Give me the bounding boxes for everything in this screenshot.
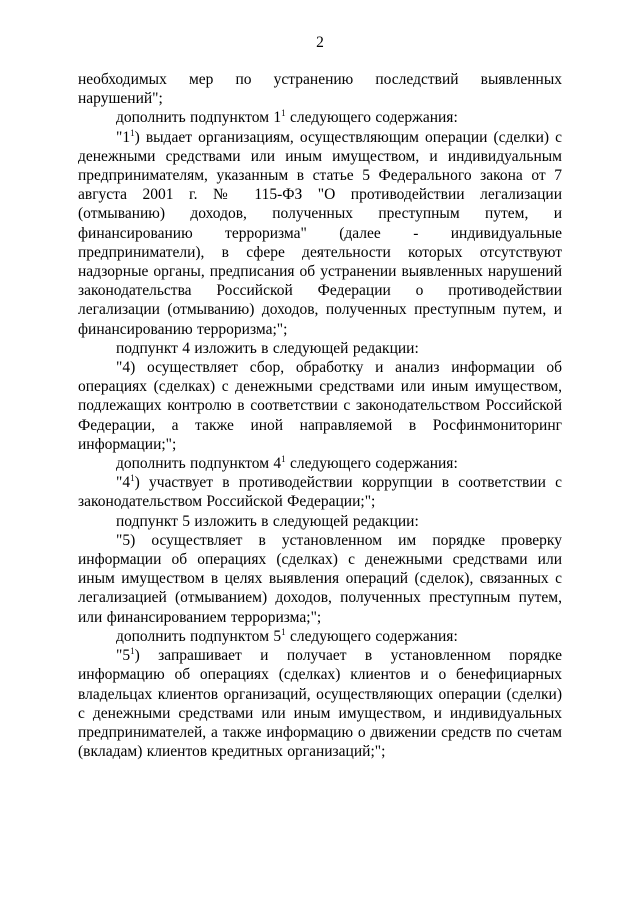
paragraph-text: ) участвует в противодействии коррупции в соответствии с законодательством Российской Федерации;"; [78, 474, 562, 511]
paragraph-subitem-5-text: "5) осуществляет в установленном им порядке проверку информации об операциях (сделках) с денежными средствами или иным имуществом в целях выявления операций (сделок), связанных с легализацией (отмыванием) доходов, полученных преступным путем, или финансированием терроризма;"; [78, 531, 562, 626]
paragraph-text: дополнить подпунктом 1 [116, 109, 282, 127]
document-body [78, 70, 562, 761]
paragraph-text: следующего содержания: [285, 109, 458, 127]
paragraph-amend-subitem-4: подпункт 4 изложить в следующей редакции: [116, 339, 419, 357]
paragraph-subitem-5-1-text [78, 646, 562, 761]
paragraph-subitem-1-1-text [78, 128, 562, 339]
paragraph-subitem-4-1-text [78, 473, 562, 511]
paragraph-text: дополнить подпунктом 4 [116, 455, 282, 473]
paragraph-text: следующего содержания: [285, 455, 458, 473]
paragraph-continuation: необходимых мер по устранению последствий выявленных нарушений"; [78, 71, 562, 108]
paragraph-amend-subitem-4-1 [78, 454, 562, 473]
paragraph-amend-subitem-1-1 [78, 108, 562, 127]
page-number: 2 [316, 34, 324, 51]
superscript-index: 1 [130, 127, 135, 138]
paragraph-amend-subitem-5: подпункт 5 изложить в следующей редакции: [116, 512, 419, 530]
superscript-index: 1 [130, 473, 135, 484]
paragraph-subitem-4-text: "4) осуществляет сбор, обработку и анализ информации об операциях (сделках) с денежными средствами или иным имуществом, подлежащих контролю в соответствии с законодательством Российской Федерации, а также иной направляемой в Росфинмониторинг информации;"; [78, 359, 562, 453]
superscript-index: 1 [281, 108, 286, 119]
paragraph-text: "5 [116, 647, 131, 665]
superscript-index: 1 [130, 646, 135, 657]
paragraph-text: дополнить подпунктом 5 [116, 627, 282, 645]
superscript-index: 1 [281, 454, 286, 465]
paragraph-text: следующего содержания: [285, 627, 458, 645]
paragraph-text: ) запрашивает и получает в установленном порядке информацию об операциях (сделках) клиентов и о бенефициарных владельцах клиентов организаций, осуществляющих операции (сделки) с денежными средствами или иным имуществом, и индивидуальных предпринимателей, а также информацию о движении средств по счетам (вкладам) клиентов кредитных организаций;"; [78, 647, 562, 761]
superscript-index: 1 [281, 626, 286, 637]
paragraph-text: "4 [116, 474, 131, 492]
paragraph-amend-subitem-5-1 [78, 627, 562, 646]
paragraph-text: ) выдает организациям, осуществляющим операции (сделки) с денежными средствами или иным имуществом, и индивидуальным предпринимателям, указанным в статье 5 Федерального закона от 7 августа 2001 г. № 115-ФЗ "О противодействии легализации (отмыванию) доходов, полученных преступным путем, и финансированию терроризма" (далее - индивидуальные предприниматели), в сфере деятельности которых отсутствуют надзорные органы, предписания об устранении выявленных нарушений законодательства Российской Федерации о противодействии легализации (отмыванию) доходов, полученных преступным путем, и финансированию терроризма;"; [78, 128, 562, 338]
paragraph-text: "1 [116, 128, 131, 146]
